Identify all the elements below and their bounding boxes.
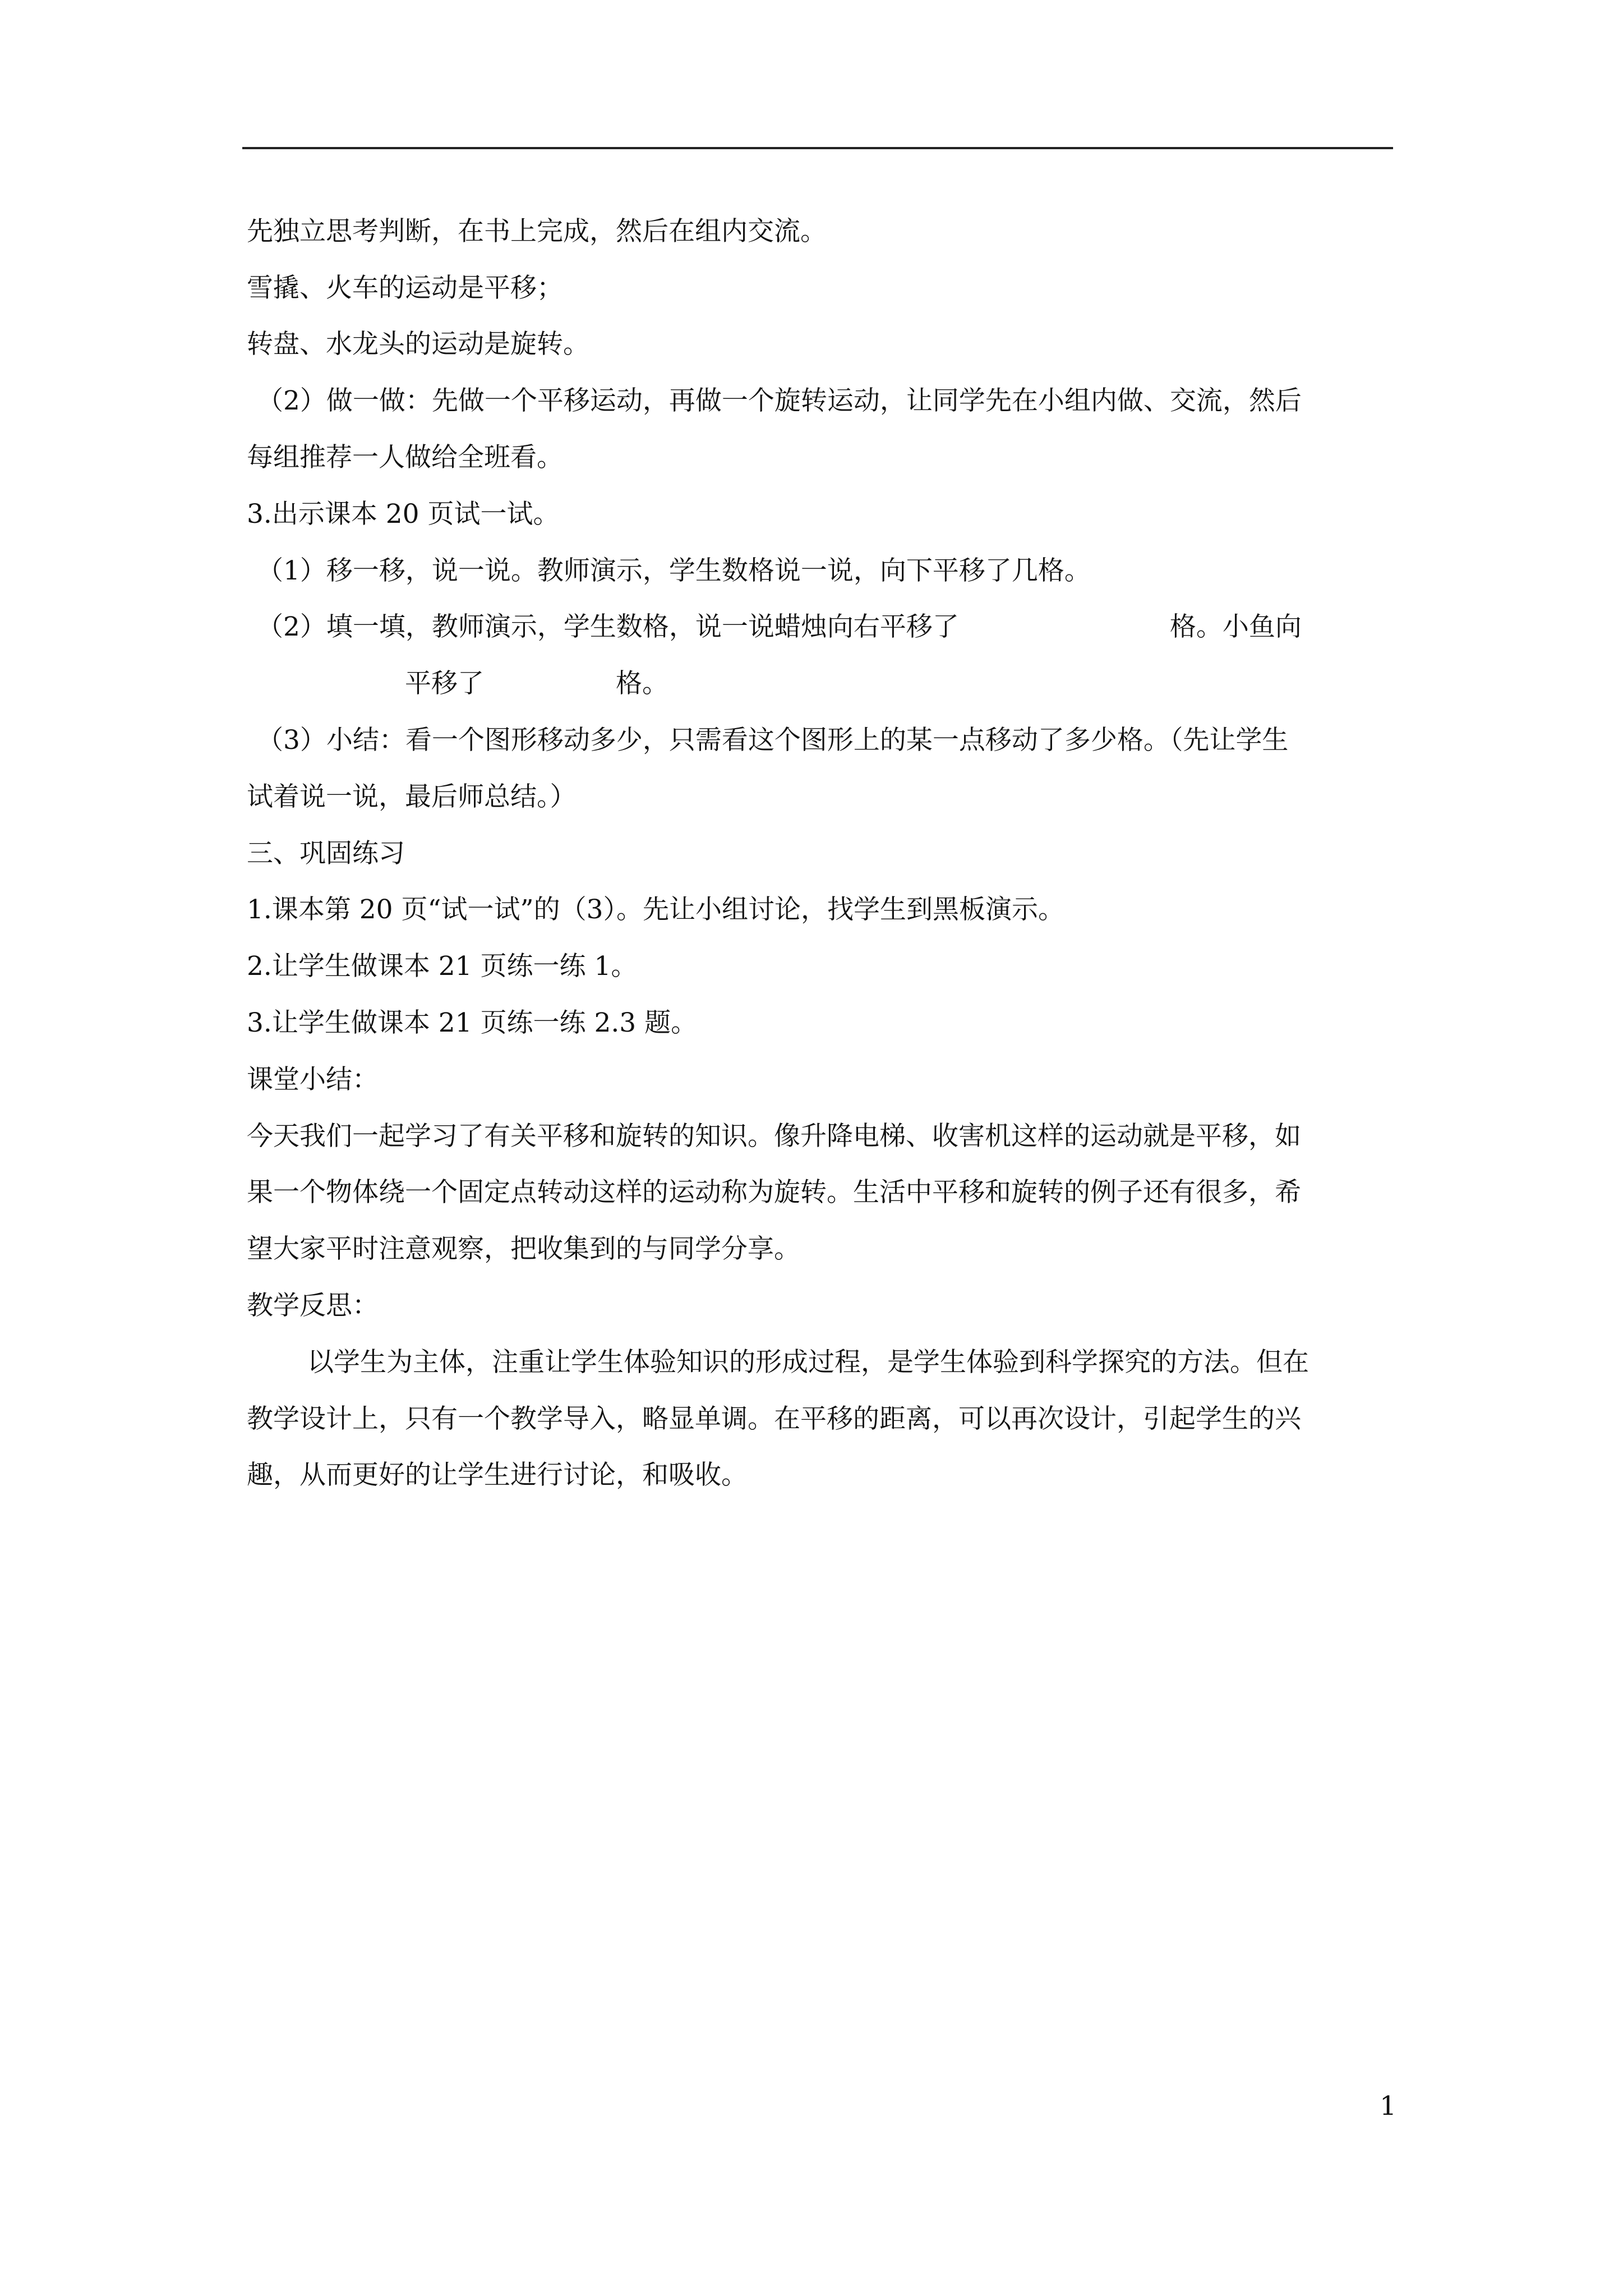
text-line: （2）填一填，教师演示，学生数格，说一说蜡烛向右平移了 格。小鱼向 [257,611,1302,642]
text-line: 1.课本第 20 页“试一试”的（3）。先让小组讨论，找学生到黑板演示。 [247,894,1064,925]
text-line: （3）小结：看一个图形移动多少，只需看这个图形上的某一点移动了多少格。（先让学生 [257,725,1289,756]
text-line: 试着说一说，最后师总结。） [247,781,577,812]
section-heading: 课堂小结： [247,1064,379,1095]
page-number: 1 [1380,2091,1396,2122]
text-line: 果一个物体绕一个固定点转动这样的运动称为旋转。生活中平移和旋转的例子还有很多，希 [247,1177,1301,1208]
section-heading: 教学反思： [247,1290,379,1321]
text-line: 趣，从而更好的让学生进行讨论，和吸收。 [247,1460,748,1490]
text-line: 转盘、水龙头的运动是旋转。 [247,329,589,360]
text-line: 教学设计上，只有一个教学导入，略显单调。在平移的距离，可以再次设计，引起学生的兴 [247,1404,1301,1434]
section-heading: 三、巩固练习 [247,838,405,869]
text-line: 3.出示课本 20 页试一试。 [247,499,560,530]
header-rule [242,147,1393,149]
text-line: 以学生为主体，注重让学生体验知识的形成过程，是学生体验到科学探究的方法。但在 [307,1347,1309,1378]
text-line: 平移了 格。 [247,668,668,699]
text-line: 望大家平时注意观察，把收集到的与同学分享。 [247,1234,800,1264]
text-line: （2）做一做：先做一个平移运动，再做一个旋转运动，让同学先在小组内做、交流，然后 [257,385,1302,416]
text-line: （1）移一移，说一说。教师演示，学生数格说一说，向下平移了几格。 [257,555,1091,586]
text-line: 3.让学生做课本 21 页练一练 2.3 题。 [247,1007,698,1038]
text-line: 每组推荐一人做给全班看。 [247,442,563,473]
text-line: 今天我们一起学习了有关平移和旋转的知识。像升降电梯、收害机这样的运动就是平移，如 [247,1121,1301,1152]
text-line: 雪撬、火车的运动是平移； [247,273,563,303]
text-line: 2.让学生做课本 21 页练一练 1。 [247,951,638,982]
text-line: 先独立思考判断，在书上完成，然后在组内交流。 [247,216,827,247]
